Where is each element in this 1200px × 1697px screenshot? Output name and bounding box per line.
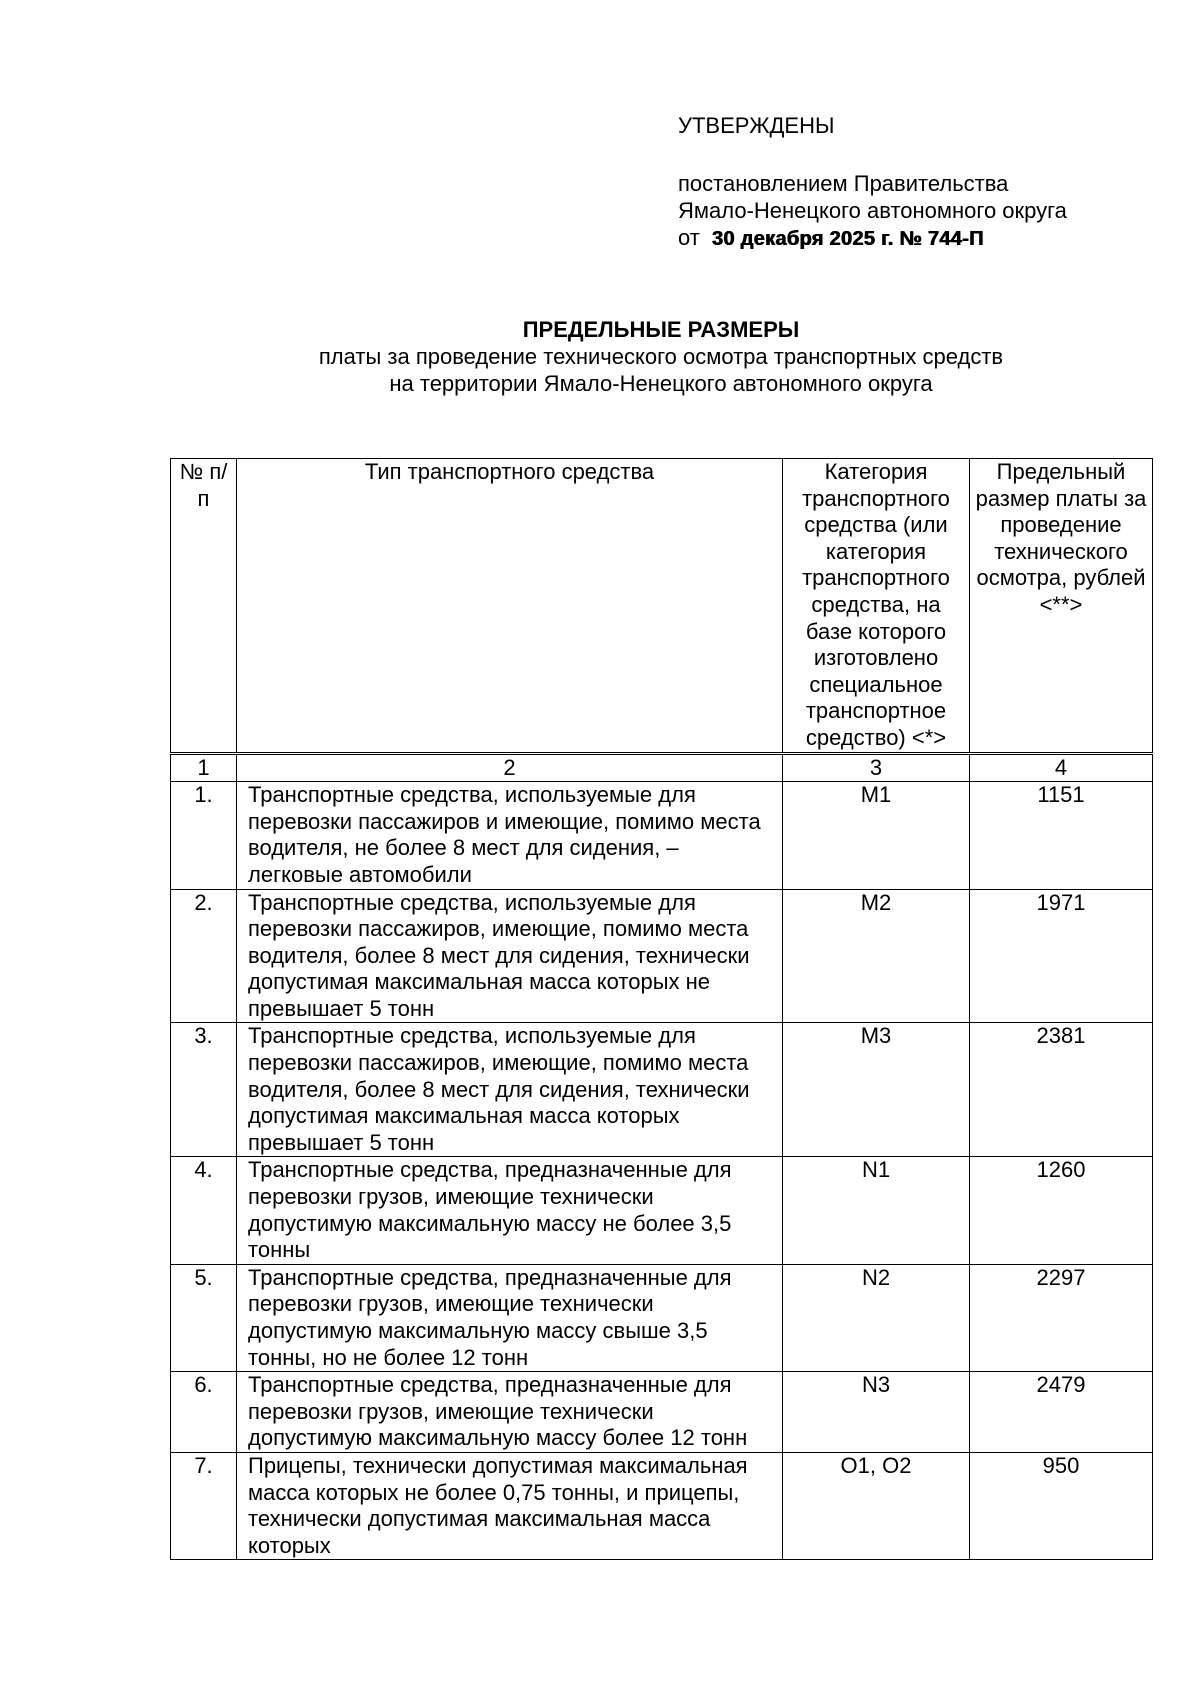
vehicle-category: N2 [783, 1264, 970, 1371]
table-row [171, 1023, 1153, 1157]
table-row [171, 782, 1153, 889]
vehicle-type: Прицепы, технически допустимая максимальная масса которых не более 0,75 тонны, и прицепы, технически допустимая максимальная масса которых [237, 1452, 783, 1559]
table-row [171, 1264, 1153, 1371]
fee-amount: 2381 [970, 1023, 1153, 1157]
document-heading [160, 316, 1162, 397]
approval-line-2: Ямало-Ненецкого автономного округа [678, 198, 1067, 223]
decree-number: 30 декабря 2025 г. № 744-П [712, 228, 984, 250]
row-number: 7. [171, 1452, 237, 1559]
document-title: ПРЕДЕЛЬНЫЕ РАЗМЕРЫ [522, 317, 800, 342]
vehicle-category: N1 [783, 1157, 970, 1264]
approved-label: УТВЕРЖДЕНЫ [678, 113, 835, 138]
approval-line-1: постановлением Правительства [678, 171, 1009, 196]
date-prefix: от [678, 225, 700, 250]
row-number: 1. [171, 782, 237, 889]
vehicle-category: O1, O2 [783, 1452, 970, 1559]
vehicle-type: Транспортные средства, предназначенные для перевозки грузов, имеющие технически допустимую максимальную массу не более 3,5 тонны [237, 1157, 783, 1264]
row-number: 5. [171, 1264, 237, 1371]
approval-block [678, 112, 1178, 253]
row-number: 4. [171, 1157, 237, 1264]
fee-amount: 1260 [970, 1157, 1153, 1264]
header-fee: Предельный размер платы за проведение технического осмотра, рублей <**> [970, 459, 1153, 754]
row-number: 2. [171, 889, 237, 1023]
fee-amount: 1971 [970, 889, 1153, 1023]
header-type: Тип транспортного средства [237, 459, 783, 754]
table-header-row [171, 459, 1153, 754]
vehicle-type: Транспортные средства, используемые для перевозки пассажиров, имеющие, помимо места водителя, более 8 мест для сидения, технически допустимая максимальная масса которых превышает 5 тонн [237, 1023, 783, 1157]
vehicle-type: Транспортные средства, предназначенные для перевозки грузов, имеющие технически допустимую максимальную массу свыше 3,5 тонны, но не более 12 тонн [237, 1264, 783, 1371]
vehicle-type: Транспортные средства, предназначенные для перевозки грузов, имеющие технически допустимую максимальную массу более 12 тонн [237, 1372, 783, 1453]
row-number: 3. [171, 1023, 237, 1157]
column-number: 4 [970, 753, 1153, 782]
column-number: 1 [171, 753, 237, 782]
vehicle-type: Транспортные средства, используемые для перевозки пассажиров, имеющие, помимо места водителя, более 8 мест для сидения, технически допустимая максимальная масса которых не превышает 5 тонн [237, 889, 783, 1023]
table-row [171, 1452, 1153, 1559]
fee-amount: 2479 [970, 1372, 1153, 1453]
fee-table [170, 458, 1153, 1560]
fee-amount: 950 [970, 1452, 1153, 1559]
document-subtitle-2: на территории Ямало-Ненецкого автономного округа [389, 371, 933, 396]
table-row [171, 1372, 1153, 1453]
table-row [171, 889, 1153, 1023]
vehicle-category: M1 [783, 782, 970, 889]
fee-amount: 2297 [970, 1264, 1153, 1371]
vehicle-category: M2 [783, 889, 970, 1023]
row-number: 6. [171, 1372, 237, 1453]
fee-amount: 1151 [970, 782, 1153, 889]
column-number: 3 [783, 753, 970, 782]
vehicle-category: M3 [783, 1023, 970, 1157]
vehicle-type: Транспортные средства, используемые для перевозки пассажиров и имеющие, помимо места водителя, не более 8 мест для сидения, – легковые автомобили [237, 782, 783, 889]
column-number-row [171, 753, 1153, 782]
column-number: 2 [237, 753, 783, 782]
table-row [171, 1157, 1153, 1264]
header-num: № п/п [171, 459, 237, 754]
approval-date-line [678, 224, 1178, 253]
document-subtitle-1: платы за проведение технического осмотра транспортных средств [318, 344, 1004, 369]
vehicle-category: N3 [783, 1372, 970, 1453]
header-category: Категория транспортного средства (или категория транспортного средства, на базе которого изготовлено специальное транспортное средство) <*> [783, 459, 970, 754]
